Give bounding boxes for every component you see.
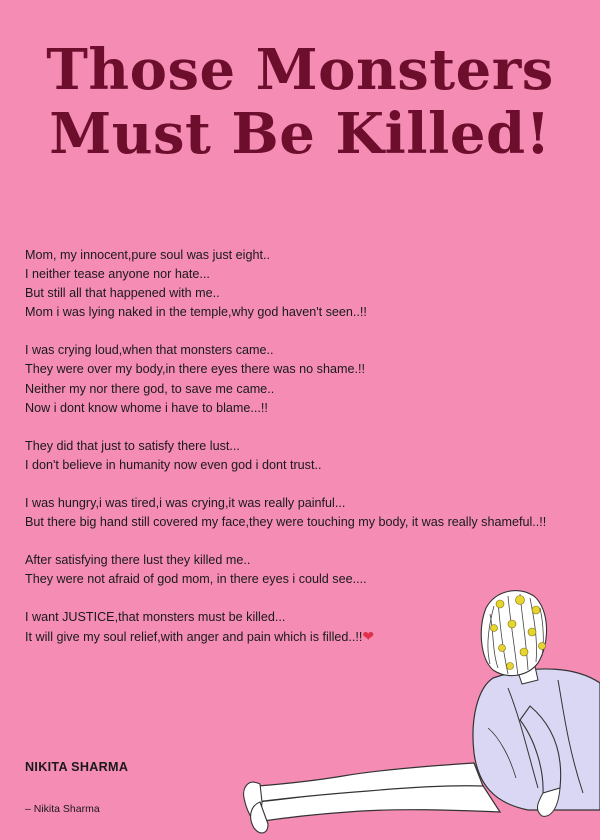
stanza-2 bbox=[25, 341, 570, 417]
poem-line-text: It will give my soul relief,with anger and pain which is filled..!! bbox=[25, 630, 363, 645]
poem-line: I want JUSTICE,that monsters must be killed... bbox=[25, 610, 286, 625]
poem-line: They were over my body,in there eyes there was no shame.!! bbox=[25, 362, 365, 377]
poem-line: Now i dont know whome i have to blame...!! bbox=[25, 400, 268, 415]
poem-line: I was hungry,i was tired,i was crying,it was really painful... bbox=[25, 495, 346, 510]
author-name: NIKITA SHARMA bbox=[25, 760, 129, 774]
heart-icon: ❤ bbox=[362, 628, 375, 645]
poem-line: I don't believe in humanity now even god i dont trust.. bbox=[25, 457, 322, 472]
stanza-5 bbox=[25, 551, 570, 589]
stanza-4 bbox=[25, 494, 570, 532]
poem-line: After satisfying there lust they killed me.. bbox=[25, 553, 251, 568]
title-line-1: Those Monsters bbox=[46, 37, 554, 103]
author-credit: – Nikita Sharma bbox=[25, 803, 100, 815]
poem-line: They did that just to satisfy there lust... bbox=[25, 438, 240, 453]
stanza-3 bbox=[25, 437, 570, 475]
poem-line: I was crying loud,when that monsters came.. bbox=[25, 343, 274, 358]
poem-line: Mom i was lying naked in the temple,why god haven't seen..!! bbox=[25, 305, 367, 320]
poem-title bbox=[0, 38, 600, 166]
poem-line: But still all that happened with me.. bbox=[25, 286, 220, 301]
girl-sitting-with-flower-hair-illustration bbox=[238, 588, 600, 840]
poem-line: Neither my nor there god, to save me came.. bbox=[25, 381, 275, 396]
poem-line: They were not afraid of god mom, in there eyes i could see.... bbox=[25, 572, 367, 587]
poem-line: Mom, my innocent,pure soul was just eight.. bbox=[25, 248, 270, 262]
poem-line: I neither tease anyone nor hate... bbox=[25, 267, 210, 282]
stanza-1 bbox=[25, 246, 570, 322]
poem-line: But there big hand still covered my face,they were touching my body, it was really shameful..!! bbox=[25, 515, 547, 530]
title-line-2: Must Be Killed! bbox=[49, 101, 551, 167]
